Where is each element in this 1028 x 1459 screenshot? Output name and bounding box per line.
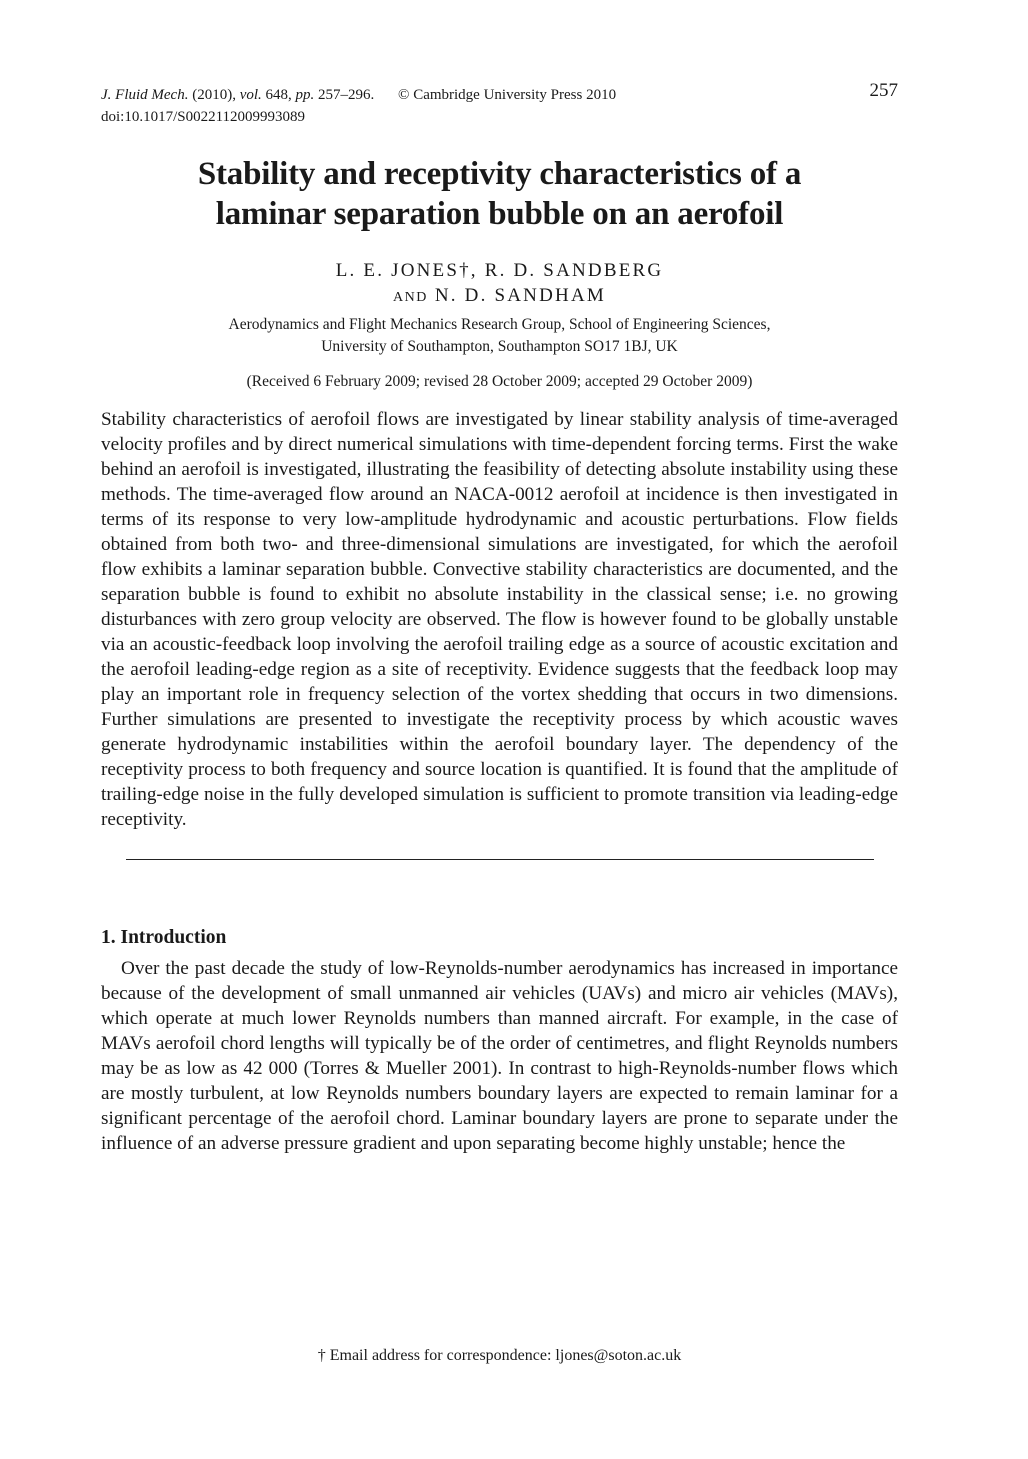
authors-line-2 — [101, 283, 898, 310]
citation-line — [101, 84, 616, 106]
page-number: 257 — [869, 80, 898, 101]
authors-line-1: L. E. JONES†, R. D. SANDBERG — [335, 260, 664, 281]
title-line-2: laminar separation bubble on an aerofoil — [215, 196, 784, 232]
introduction-paragraph: Over the past decade the study of low-Reynolds-number aerodynamics has increased in importance because of the development of small unmanned air vehicles (UAVs) and micro air vehicles (MAVs), which operate at much lower Reynolds numbers than manned aircraft. For example, in the case of MAVs aerofoil chord lengths will typically be of the order of centimetres, and flight Reynolds numbers may be as low as 42 000 (Torres & Mueller 2001). In contrast to high-Reynolds-number flows which are mostly turbulent, at low Reynolds numbers boundary layers are expected to remain laminar for a significant percentage of the aerofoil chord. Laminar boundary layers are prone to separate under the influence of an adverse pressure gradient and upon separating become highly unstable; hence the — [101, 958, 898, 1154]
doi: doi:10.1017/S0022112009993089 — [101, 109, 306, 125]
volume-label: vol. — [239, 87, 262, 103]
affiliation-line-1: Aerodynamics and Flight Mechanics Research Group, School of Engineering Sciences, — [228, 316, 771, 333]
section-heading-introduction: 1. Introduction — [101, 927, 227, 948]
paper-page — [101, 80, 898, 1156]
author-list — [101, 258, 898, 310]
journal-name: J. Fluid Mech. — [101, 87, 189, 103]
title-line-1: Stability and receptivity characteristics of a — [197, 156, 802, 192]
journal-year: (2010), — [192, 87, 236, 103]
paper-title — [101, 154, 898, 234]
abstract: Stability characteristics of aerofoil flows are investigated by linear stability analysis of time-averaged velocity profiles and by direct numerical simulations with time-dependent forcing terms. First the wake behind an aerofoil is investigated, illustrating the feasibility of detecting absolute instability using these methods. The time-averaged flow around an NACA-0012 aerofoil at incidence is then investigated in terms of its response to very low-amplitude hydrodynamic and acoustic perturbations. Flow fields obtained from both two- and three-dimensional simulations are investigated, for which the aerofoil flow exhibits a laminar separation bubble. Convective stability characteristics are documented, and the separation bubble is found to exhibit no absolute instability in the classical sense; i.e. no growing disturbances with zero group velocity are observed. The flow is however found to be globally unstable via an acoustic-feedback loop involving the aerofoil trailing edge as a source of acoustic excitation and the aerofoil leading-edge region as a site of receptivity. Evidence suggests that the feedback loop may play an important role in frequency selection of the vortex shedding that occurs in two dimensions. Further simulations are presented to investigate the receptivity process by which acoustic waves generate hydrodynamic instabilities within the aerofoil boundary layer. The dependency of the receptivity process to both frequency and source location is quantified. It is found that the amplitude of trailing-edge noise in the fully developed simulation is sufficient to promote transition via leading-edge receptivity. — [101, 409, 898, 830]
running-head — [101, 80, 898, 124]
affiliation — [101, 314, 898, 358]
abstract-divider — [126, 859, 874, 860]
pages-label: pp. — [295, 87, 315, 103]
affiliation-line-2: University of Southampton, Southampton SO17 1BJ, UK — [321, 338, 678, 355]
authors-and: AND — [393, 290, 428, 305]
authors-line-2-name: N. D. SANDHAM — [434, 285, 606, 306]
footnote: † Email address for correspondence: ljones@soton.ac.uk — [317, 1347, 682, 1364]
received-dates: (Received 6 February 2009; revised 28 October 2009; accepted 29 October 2009) — [246, 373, 753, 390]
pages-range: 257–296. — [318, 87, 375, 103]
copyright-notice: © Cambridge University Press 2010 — [398, 87, 617, 103]
volume-number: 648, — [265, 87, 292, 103]
